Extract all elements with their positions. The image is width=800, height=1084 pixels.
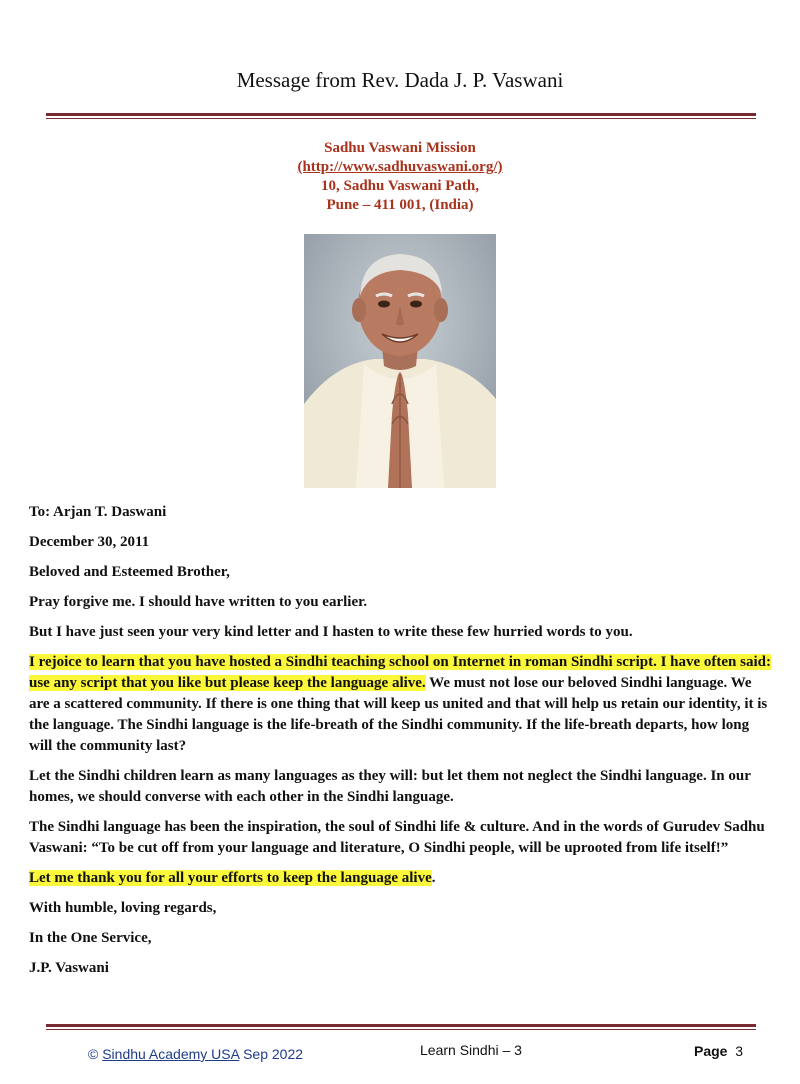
mission-city: Pune – 411 001, (India) [326,197,474,213]
page-number: 3 [735,1043,744,1059]
portrait-photo [304,234,496,488]
highlighted-text: I rejoice to learn that you have hosted a Sindhi teaching school on Internet in roman Sindhi script. I have often said: use any script that you like but please keep the language alive. [29,654,771,691]
paragraph-text: We must not lose our beloved Sindhi language. We are a scattered community. If there is one thing that will keep us united and that will help us retain our identity, it is the language. The Sindhi language is the life-breath of the Sindhi community. If the life-breath departs, how long will the community last? [29,675,768,754]
page-label: Page [694,1043,728,1059]
mission-street: 10, Sadhu Vaswani Path, [321,178,479,194]
portrait-illustration [304,234,496,488]
letter-paragraph-6 [29,868,774,889]
footer-copyright [88,1046,303,1062]
letter-paragraph-2: But I have just seen your very kind letter and I hasten to write these few hurried words to you. [29,624,633,640]
letter-salutation: Beloved and Esteemed Brother, [29,564,230,580]
letter-recipient: To: Arjan T. Daswani [29,504,167,520]
letter-paragraph-1: Pray forgive me. I should have written to you earlier. [29,594,368,610]
mission-address [0,139,800,215]
mission-name: Sadhu Vaswani Mission [324,140,476,156]
copyright-symbol: © [88,1046,99,1062]
letter-paragraph-5: The Sindhi language has been the inspiration, the soul of Sindhi life & culture. And in the words of Gurudev Sadhu Vaswani: “To be cut off from your language and literature, O Sindhi people, will be uprooted from life itself!” [29,819,765,856]
footer-divider [46,1024,756,1030]
footer-book-title: Learn Sindhi – 3 [420,1042,522,1058]
letter-service-line: In the One Service, [29,930,152,946]
letter-body [29,502,774,988]
letter-date: December 30, 2011 [29,534,150,550]
header-divider [46,113,756,119]
footer-date: Sep 2022 [239,1046,304,1062]
letter-paragraph-3 [29,652,774,757]
letter-closing: With humble, loving regards, [29,900,217,916]
footer-page-number [694,1043,743,1059]
highlighted-text: Let me thank you for all your efforts to keep the language alive [29,870,432,886]
letter-paragraph-4: Let the Sindhi children learn as many languages as they will: but let them not neglect the Sindhi language. In our homes, we should converse with each other in the Sindhi language. [29,768,751,805]
academy-link[interactable]: Sindhu Academy USA [102,1046,240,1062]
page-title: Message from Rev. Dada J. P. Vaswani [236,68,564,92]
page-footer [0,1042,800,1066]
paragraph-text: . [431,870,436,886]
letter-signature: J.P. Vaswani [29,960,109,976]
mission-url-link[interactable]: (http://www.sadhuvaswani.org/) [297,159,503,175]
